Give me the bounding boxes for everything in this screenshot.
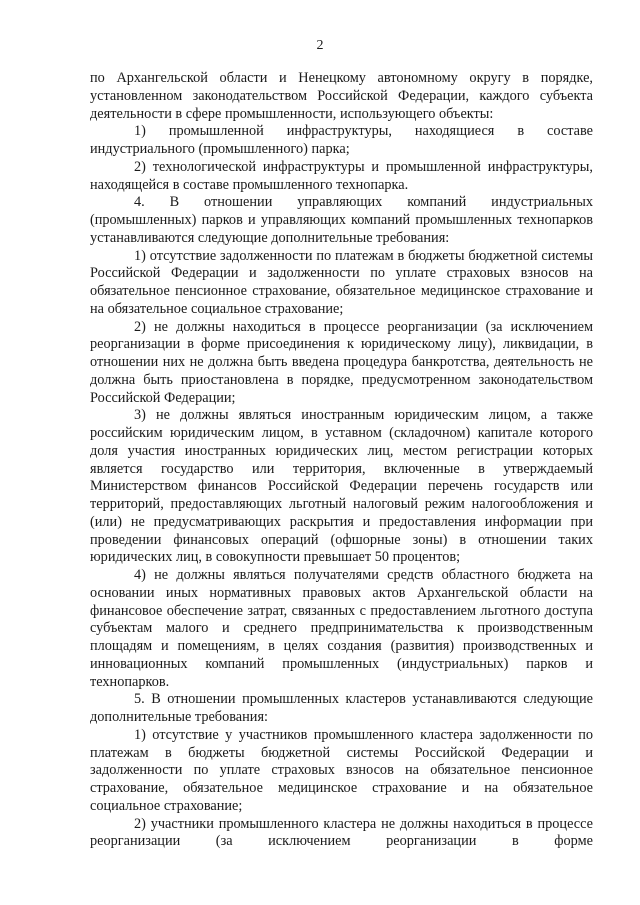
paragraph-section-5-item-1: 1) отсутствие у участников промышленного кластера задолженности по платежам в бюджеты бюджетной системы Российской Федерации и задолженности по уплате страховых взносов на обязательное пенсионное страхование, обязательное медицинское страхование и на обязательное социальное страхование; [90, 726, 593, 814]
paragraph-section-5: 5. В отношении промышленных кластеров устанавливаются следующие дополнительные требования: [90, 691, 593, 725]
paragraph-continuation: по Архангельской области и Ненецкому автономному округу в порядке, установленном законодательством Российской Федерации, каждого субъекта деятельности в сфере промышленности, использующего объекты: [90, 70, 593, 122]
paragraph-section-4-item-4: 4) не должны являться получателями средств областного бюджета на основании иных нормативных правовых актов Архангельской области на финансовое обеспечение затрат, связанных с предоставлением льготного доступа субъектам малого и среднего предпринимательства к производственным площадям и помещениям, в целях создания (развития) производственных и инновационных компаний промышленных (индустриальных) парков и технопарков. [90, 567, 593, 690]
paragraph-section-4-item-1: 1) отсутствие задолженности по платежам в бюджеты бюджетной системы Российской Федерации и задолженности по уплате страховых взносов на обязательное пенсионное страхование, обязательное медицинское страхование и на обязательное социальное страхование; [90, 247, 593, 317]
paragraph-section-4: 4. В отношении управляющих компаний индустриальных (промышленных) парков и управляющих компаний промышленных технопарков устанавливаются следующие дополнительные требования: [90, 194, 593, 246]
paragraph-item-2: 2) технологической инфраструктуры и промышленной инфраструктуры, находящейся в составе промышленного технопарка. [90, 158, 593, 193]
paragraph-section-4-item-2: 2) не должны находиться в процессе реорганизации (за исключением реорганизации в форме присоединения к юридическому лицу), ликвидации, в отношении них не должна быть введена процедура банкротства, деятельность не должна быть приостановлена в порядке, предусмотренном законодательством Российской Федерации; [90, 318, 593, 406]
paragraph-item-1: 1) промышленной инфраструктуры, находящиеся в составе индустриального (промышленного) парка; [90, 123, 593, 157]
paragraph-section-4-item-3: 3) не должны являться иностранным юридическим лицом, а также российским юридическим лицом, в уставном (складочном) капитале которого доля участия иностранных юридических лиц, местом регистрации которых является государство или территория, включенные в утверждаемый Министерством финансов Российской Федерации перечень государств или территорий, предоставляющих льготный налоговый режим налогообложения и (или) не предусматривающих раскрытия и предоставления информации при проведении финансовых операций (офшорные зоны) в отношении таких юридических лиц, в совокупности превышает 50 процентов; [90, 407, 593, 566]
page-number: 2 [316, 38, 324, 53]
paragraph-section-5-item-2: 2) участники промышленного кластера не должны находиться в процессе реорганизации (за исключением реорганизации в форме [90, 815, 593, 850]
document-body [90, 70, 593, 851]
